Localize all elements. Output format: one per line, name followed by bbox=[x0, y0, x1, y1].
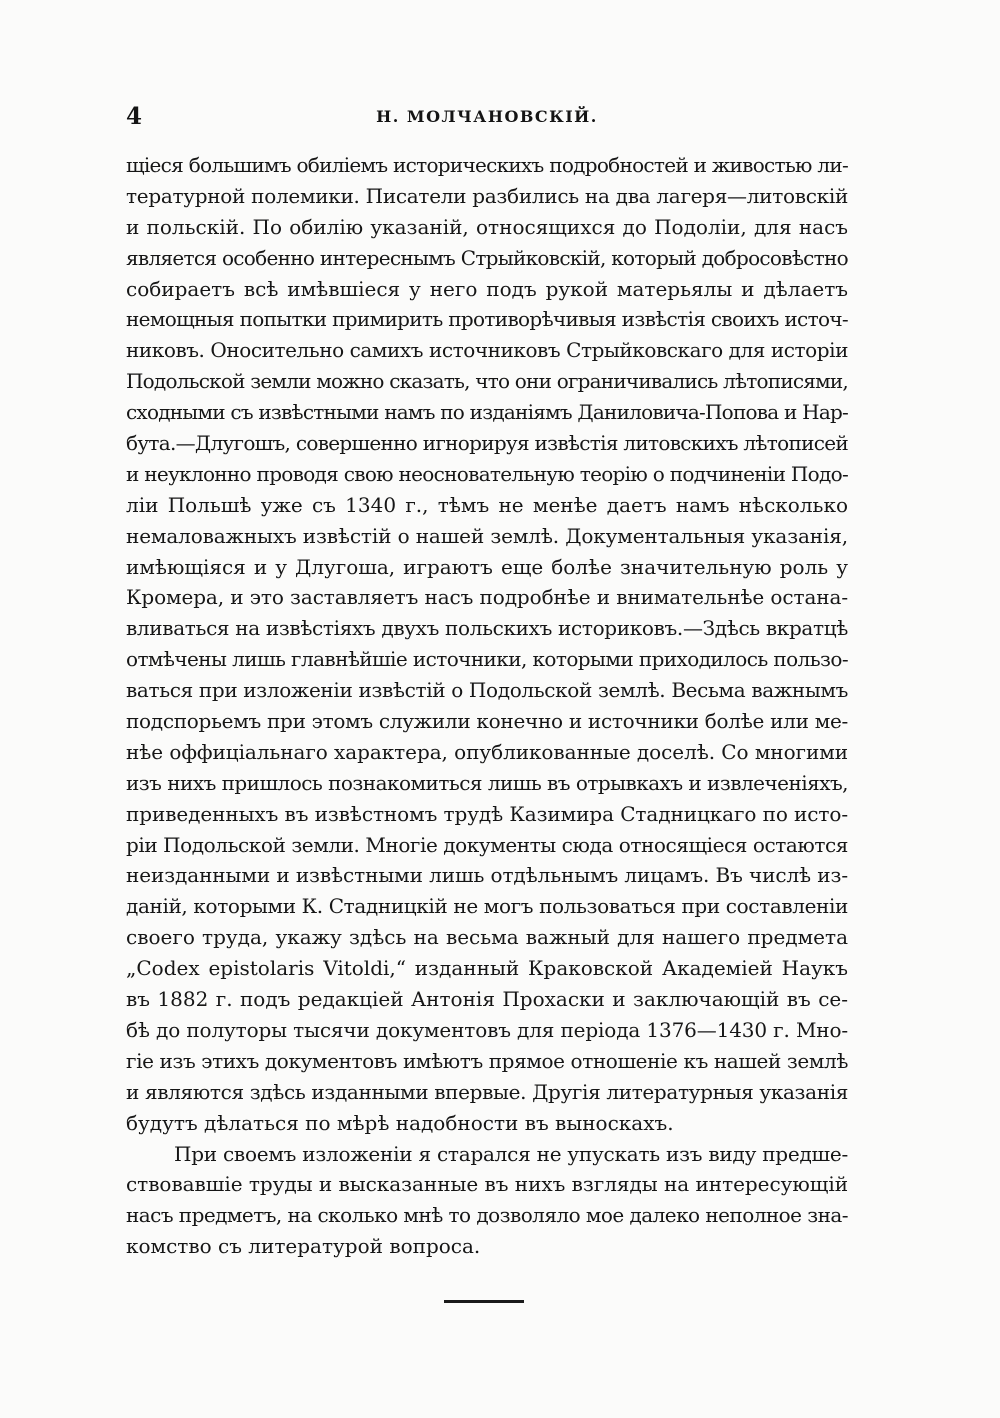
text-line: имѣющіяся и у Длугоша, играютъ еще болѣе значительную роль у bbox=[126, 554, 848, 579]
text-line: сходными съ извѣстными намъ по изданіямъ Даниловича-Попова и Нар- bbox=[126, 400, 848, 425]
text-line: приведенныхъ въ извѣстномъ трудѣ Казимира Стадницкаго по исто- bbox=[126, 801, 849, 826]
text-line: собираетъ всѣ имѣвшіеся у него подъ рукой матерьялы и дѣлаетъ bbox=[126, 276, 848, 301]
body-text bbox=[126, 150, 848, 1262]
text-line: бѣ до полуторы тысячи документовъ для періода 1376—1430 г. Мно- bbox=[126, 1017, 849, 1042]
text-line: и неуклонно проводя свою неосновательную теорію о подчиненіи Подо- bbox=[126, 461, 849, 486]
text-line: „Codex epistolaris Vitoldi,“ изданный Краковской Академіей Наукъ bbox=[126, 956, 848, 981]
text-line: немощныя попытки примирить противорѣчивыя извѣстія своихъ источ- bbox=[126, 307, 848, 332]
text-line: будутъ дѣлаться по мѣрѣ надобности въ выноскахъ. bbox=[126, 1110, 674, 1135]
text-line: ріи Подольской земли. Многіе документы сюда относящіеся остаются bbox=[126, 832, 848, 857]
page-number: 4 bbox=[126, 103, 143, 130]
text-line: При своемъ изложеніи я старался не упускать изъ виду предше- bbox=[174, 1141, 848, 1166]
text-line: отмѣчены лишь главнѣйшіе источники, которыми приходилось пользо- bbox=[126, 647, 848, 672]
text-line: своего труда, укажу здѣсь на весьма важный для нашего предмета bbox=[126, 925, 848, 950]
text-line: является особенно интереснымъ Стрыйковскій, который добросовѣстно bbox=[126, 245, 849, 270]
section-end-rule bbox=[444, 1300, 524, 1303]
paragraph bbox=[126, 150, 848, 1139]
text-line: Подольской земли можно сказать, что они ограничивались лѣтописями, bbox=[126, 369, 848, 394]
page-header bbox=[126, 103, 848, 133]
text-line: тературной полемики. Писатели разбились на два лагеря—литовскій bbox=[126, 183, 848, 208]
text-line: изъ нихъ пришлось познакомиться лишь въ отрывкахъ и извлеченіяхъ, bbox=[126, 770, 849, 795]
text-line: даній, которыми К. Стадницкій не могъ пользоваться при составленіи bbox=[126, 894, 848, 919]
text-line: гіе изъ этихъ документовъ имѣютъ прямое отношеніе къ нашей землѣ bbox=[126, 1048, 849, 1073]
text-line: и являются здѣсь изданными впервые. Другія литературныя указанія bbox=[126, 1079, 849, 1104]
text-line: нѣе оффиціальнаго характера, опубликованные доселѣ. Со многими bbox=[126, 739, 849, 764]
text-line: никовъ. Оносительно самихъ источниковъ Стрыйковскаго для исторіи bbox=[126, 338, 848, 363]
text-line: и польскій. По обилію указаній, относящихся до Подоліи, для насъ bbox=[126, 214, 848, 239]
text-line: вливаться на извѣстіяхъ двухъ польскихъ историковъ.—Здѣсь вкратцѣ bbox=[126, 616, 848, 641]
running-head: Н. МОЛЧАНОВСКІЙ. bbox=[376, 107, 598, 126]
text-line: ваться при изложеніи извѣстій о Подольской землѣ. Весьма важнымъ bbox=[126, 678, 849, 703]
text-line: насъ предметъ, на сколько мнѣ то дозволяло мое далеко неполное зна- bbox=[126, 1203, 849, 1228]
text-line: Кромера, и это заставляетъ насъ подробнѣе и внимательнѣе остана- bbox=[126, 585, 848, 610]
text-line: ліи Польшѣ уже съ 1340 г., тѣмъ не менѣе даетъ намъ нѣсколько bbox=[126, 492, 848, 517]
text-line: немаловажныхъ извѣстій о нашей землѣ. Документальныя указанія, bbox=[126, 523, 848, 548]
text-line: неизданными и извѣстными лишь отдѣльнымъ лицамъ. Въ числѣ из- bbox=[126, 863, 848, 888]
text-line: подспорьемъ при этомъ служили конечно и источники болѣе или ме- bbox=[126, 709, 848, 734]
text-line: ствовавшіе труды и высказанные въ нихъ взгляды на интересующій bbox=[126, 1172, 848, 1197]
text-line: щіеся большимъ обиліемъ историческихъ подробностей и живостью ли- bbox=[126, 153, 849, 177]
paragraph bbox=[126, 1139, 848, 1263]
text-line: комство съ литературой вопроса. bbox=[126, 1234, 481, 1259]
text-line: бута.—Длугошъ, совершенно игнорируя извѣстія литовскихъ лѣтописей bbox=[126, 431, 848, 456]
text-line: въ 1882 г. подъ редакціей Антонія Прохаски и заключающій въ се- bbox=[126, 987, 848, 1012]
